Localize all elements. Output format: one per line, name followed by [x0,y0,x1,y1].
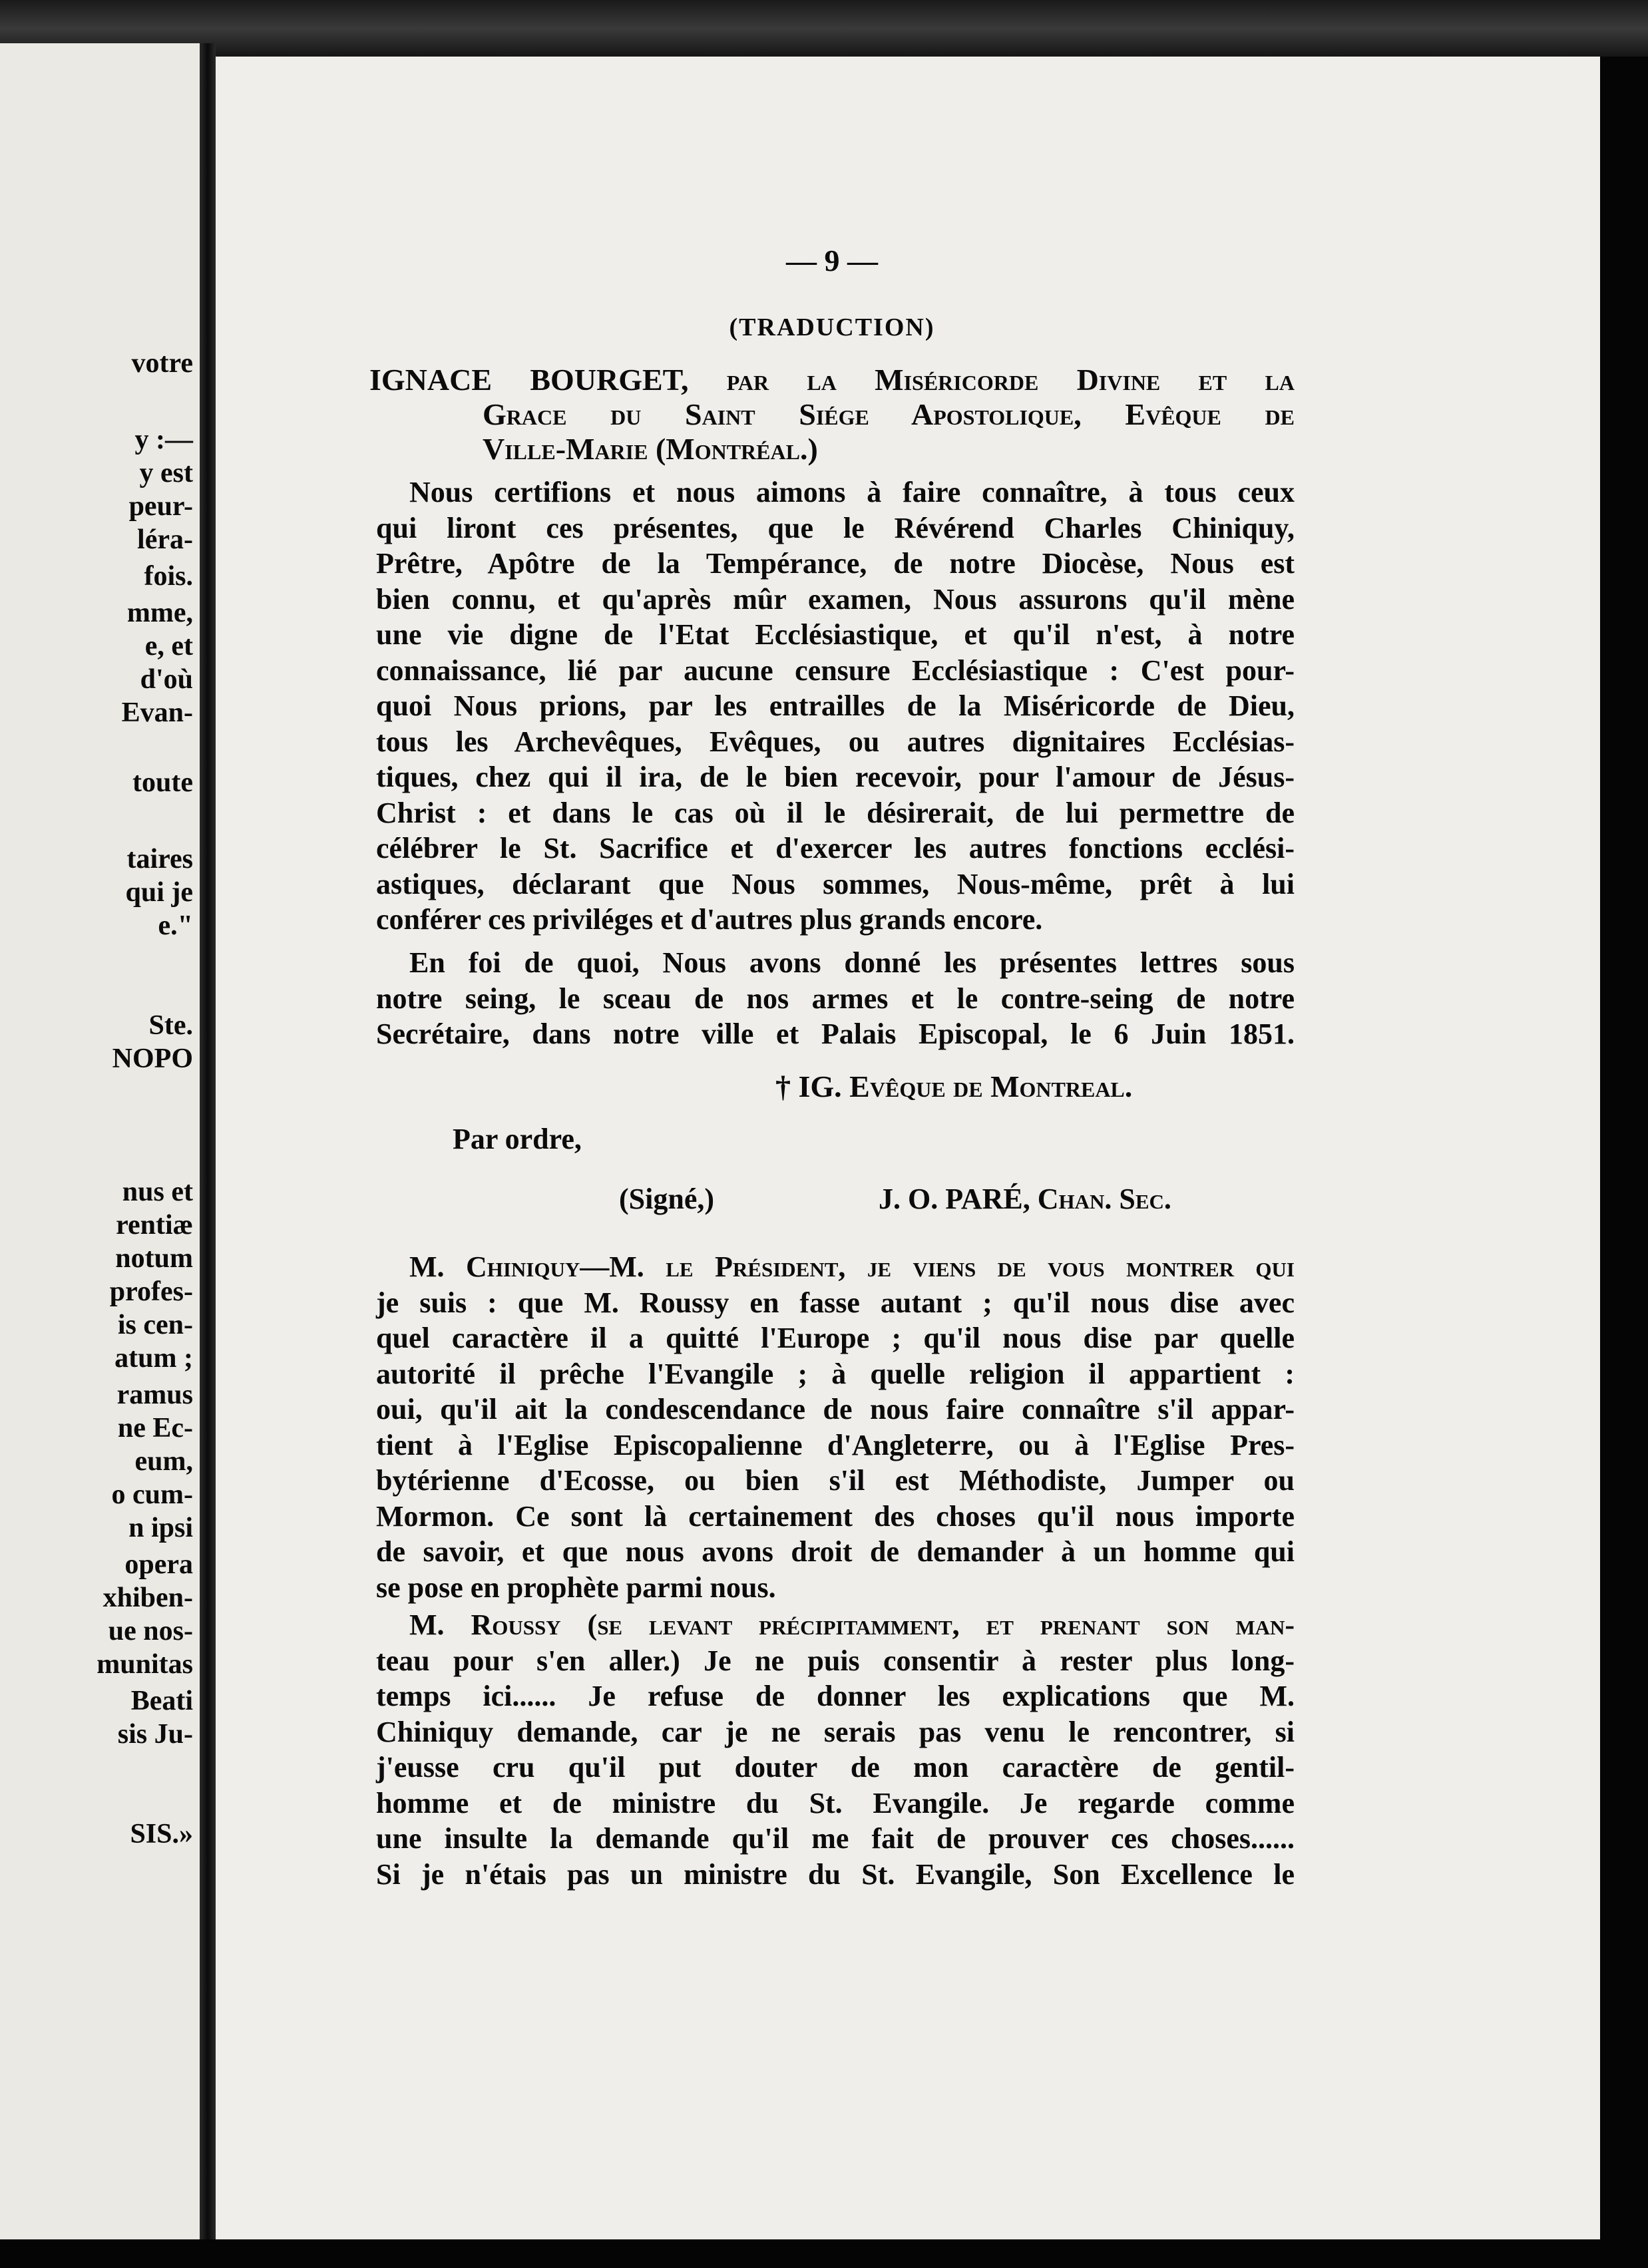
facing-page-text-fragment: y est [139,458,193,488]
paragraph-line: Christ : et dans le cas où il le désirerait, de lui permettre de [376,796,1295,829]
facing-page-text-fragment: ramus [116,1380,193,1410]
signe-label: (Signé,) [619,1183,714,1215]
paragraph-line: tous les Archevêques, Evêques, ou autres dignitaires Ecclésias- [376,725,1295,758]
paragraph-line: M. Roussy (se levant précipitamment, et prenant son man- [409,1608,1295,1641]
facing-page-text-fragment: n ipsi [128,1513,193,1543]
facing-page-text-fragment: Evan- [121,697,193,728]
paragraph-line: Mormon. Ce sont là certainement des choses qu'il nous importe [376,1499,1295,1533]
facing-page-text-fragment: mme, [126,598,193,628]
paragraph-line: tient à l'Eglise Episcopalienne d'Angleterre, ou à l'Eglise Pres- [376,1428,1295,1461]
book-gutter [200,43,216,2239]
scan-bottom-edge [0,2239,1648,2268]
facing-page-text-fragment: eum, [134,1446,193,1477]
paragraph-line: autorité il prêche l'Evangile ; à quelle religion il appartient : [376,1357,1295,1390]
paragraph-line: célébrer le St. Sacrifice et d'exercer les autres fonctions ecclési- [376,832,1295,864]
paragraph-line: teau pour s'en aller.) Je ne puis consentir à rester plus long- [376,1644,1295,1677]
paragraph-line: Si je n'étais pas un ministre du St. Evangile, Son Excellence le [376,1857,1295,1891]
facing-page-text-fragment: is cen- [117,1310,193,1340]
paragraph-line: une insulte la demande qu'il me fait de prouver ces choses...... [376,1822,1295,1855]
facing-page-text-fragment: votre [131,348,193,379]
facing-page-text-fragment: NOPO [112,1043,193,1074]
signature-line: † IG. Evêque de Montreal. [775,1069,1133,1103]
facing-page-text-fragment: Beati [130,1686,193,1716]
paragraph-line: bytérienne d'Ecosse, ou bien s'il est Méthodiste, Jumper ou [376,1464,1295,1497]
facing-page-text-fragment: SIS.» [130,1819,193,1849]
paragraph-line: homme et de ministre du St. Evangile. Je regarde comme [376,1786,1295,1819]
paragraph-line: Secrétaire, dans notre ville et Palais Episcopal, le 6 Juin 1851. [376,1018,1295,1050]
facing-page-text-fragment: ne Ec- [117,1413,193,1443]
paragraph-line: En foi de quoi, Nous avons donné les présentes lettres sous [409,946,1295,979]
facing-page-text-fragment: munitas [97,1649,193,1680]
secretary-signature: J. O. PARÉ, Chan. Sec. [879,1183,1171,1215]
paragraph-line: temps ici...... Je refuse de donner les explications que M. [376,1680,1295,1712]
paragraph-line: je suis : que M. Roussy en fasse autant ; qu'il nous dise avec [376,1286,1295,1319]
paragraph-line: Chiniquy demande, car je ne serais pas venu le rencontrer, si [376,1715,1295,1748]
facing-page-fragment [0,43,200,2239]
par-ordre: Par ordre, [453,1123,582,1155]
facing-page-text-fragment: y :— [134,425,193,455]
facing-page-text-fragment: sis Ju- [117,1719,193,1750]
paragraph-line: conférer ces priviléges et d'autres plus grands encore. [376,903,1043,936]
facing-page-text-fragment: toute [132,767,193,798]
facing-page-text-fragment: notum [115,1243,193,1274]
facing-page-text-fragment: nus et [122,1177,193,1207]
facing-page-text-fragment: fois. [144,561,193,592]
facing-page-text-fragment: e." [158,910,193,941]
facing-page-text-fragment: rentiæ [116,1210,193,1240]
facing-page-text-fragment: qui je [125,877,193,908]
facing-page-text-fragment: opera [124,1549,193,1580]
paragraph-line: quel caractère il a quitté l'Europe ; qu'il nous dise par quelle [376,1322,1295,1354]
paragraph-line: tiques, chez qui il ira, de le bien recevoir, pour l'amour de Jésus- [376,761,1295,793]
section-heading: (TRADUCTION) [729,313,935,341]
facing-page-text-fragment: léra- [137,524,193,555]
facing-page-text-fragment: d'où [140,664,193,695]
facing-page-text-fragment: xhiben- [103,1583,193,1613]
paragraph-line: Prêtre, Apôtre de la Tempérance, de notre Diocèse, Nous est [376,547,1295,580]
facing-page-text-fragment: o cum- [111,1479,193,1510]
facing-page-text-fragment: Ste. [148,1010,193,1041]
paragraph-line: astiques, déclarant que Nous sommes, Nous-même, prêt à lui [376,867,1295,900]
facing-page-text-fragment: ue nos- [108,1616,193,1646]
scan-right-edge [1600,57,1648,2268]
facing-page-text-fragment: taires [126,844,193,874]
paragraph-line: oui, qu'il ait la condescendance de nous faire connaître s'il appar- [376,1393,1295,1425]
paragraph-line: j'eusse cru qu'il put douter de mon caractère de gentil- [376,1751,1295,1784]
paragraph-line: qui liront ces présentes, que le Révérend Charles Chiniquy, [376,511,1295,544]
facing-page-text-fragment: profes- [109,1276,193,1307]
document-title-line: IGNACE BOURGET, par la Miséricorde Divine et la [369,363,1295,397]
paragraph-line: de savoir, et que nous avons droit de demander à un homme qui [376,1535,1295,1568]
scan-top-edge [0,0,1648,63]
paragraph-line: une vie digne de l'Etat Ecclésiastique, et qu'il n'est, à notre [376,618,1295,651]
document-title-line: Grace du Saint Siége Apostolique, Evêque de [483,397,1295,431]
paragraph-line: se pose en prophète parmi nous. [376,1571,776,1604]
paragraph-line: notre seing, le sceau de nos armes et le contre-seing de notre [376,982,1295,1015]
paragraph-line: connaissance, lié par aucune censure Ecclésiastique : C'est pour- [376,654,1295,687]
paragraph-line: M. Chiniquy—M. le Président, je viens de vous montrer qui [409,1250,1295,1283]
paragraph-line: bien connu, et qu'après mûr examen, Nous assurons qu'il mène [376,582,1295,616]
facing-page-text-fragment: atum ; [114,1343,193,1374]
paragraph-line: quoi Nous prions, par les entrailles de la Miséricorde de Dieu, [376,689,1295,722]
facing-page-text-fragment: e, et [144,631,193,662]
document-title-line: Ville-Marie (Montréal.) [483,432,818,466]
facing-page-text-fragment: peur- [128,491,193,522]
page-number: — 9 — [786,244,878,278]
paragraph-line: Nous certifions et nous aimons à faire connaître, à tous ceux [409,476,1295,508]
